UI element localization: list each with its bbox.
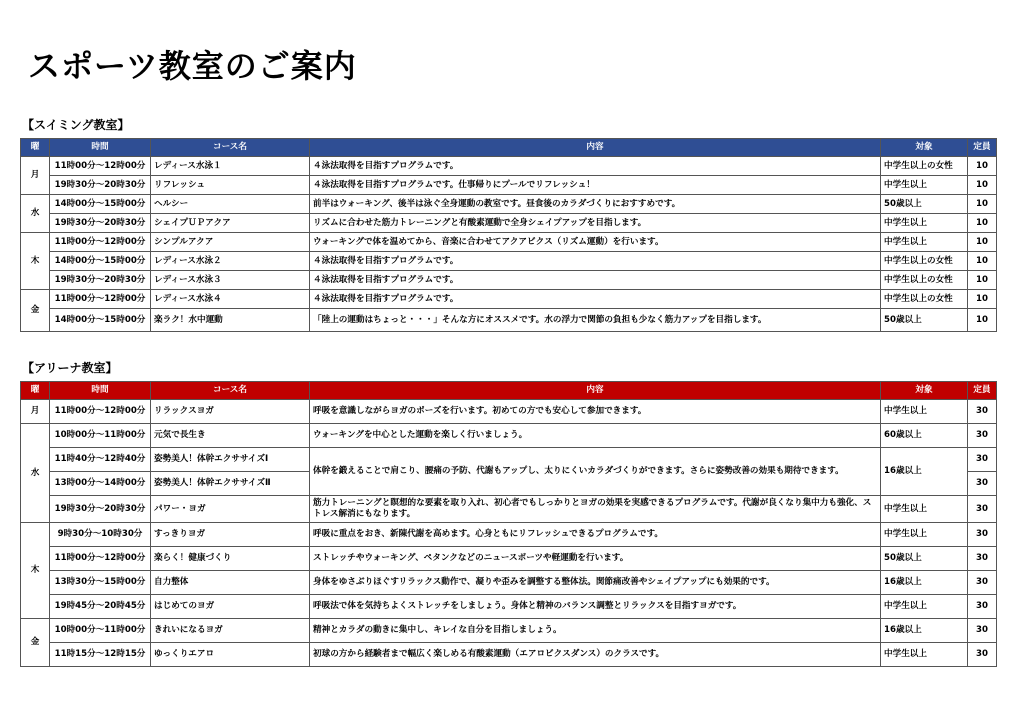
target-cell: 16歳以上: [881, 571, 968, 595]
course-cell: リラックスヨガ: [151, 400, 310, 424]
time-cell: 14時00分～15時00分: [50, 252, 151, 271]
course-cell: レディース水泳３: [151, 271, 310, 290]
content-cell: ウォーキングを中心とした運動を楽しく行いましょう。: [310, 424, 881, 448]
course-cell: シェイプＵＰアクア: [151, 214, 310, 233]
swimming-schedule-table: [20, 138, 997, 332]
header-content: 内容: [310, 139, 881, 157]
table-row: [21, 157, 997, 176]
header-time: 時間: [50, 382, 151, 400]
content-cell: 「陸上の運動はちょっと・・・」そんな方にオススメです。水の浮力で関節の負担も少なく筋力アップを目指します。: [310, 309, 881, 332]
header-capacity: 定員: [968, 139, 997, 157]
target-cell: 中学生以上の女性: [881, 157, 968, 176]
capacity-cell: 10: [968, 252, 997, 271]
day-cell-monday: 月: [21, 157, 50, 195]
table-row: [21, 290, 997, 309]
header-target: 対象: [881, 139, 968, 157]
capacity-cell: 30: [968, 448, 997, 472]
time-cell: 11時00分～12時00分: [50, 400, 151, 424]
time-cell: 19時30分～20時30分: [50, 176, 151, 195]
course-cell: 楽ラク！水中運動: [151, 309, 310, 332]
table-row: [21, 176, 997, 195]
header-course: コース名: [151, 139, 310, 157]
swimming-section-title: 【スイミング教室】: [22, 118, 130, 132]
capacity-cell: 30: [968, 472, 997, 496]
content-cell: 筋力トレーニングと瞑想的な要素を取り入れ、初心者でもしっかりとヨガの効果を実感できるプログラムです。代謝が良くなり集中力も強化、ストレス解消にもなります。: [310, 496, 881, 523]
target-cell: 16歳以上: [881, 448, 968, 496]
course-cell: シンプルアクア: [151, 233, 310, 252]
time-cell: 11時00分～12時00分: [50, 233, 151, 252]
header-time: 時間: [50, 139, 151, 157]
table-row: [21, 214, 997, 233]
target-cell: 中学生以上: [881, 595, 968, 619]
content-cell: 呼吸を意識しながらヨガのポーズを行います。初めての方でも安心して参加できます。: [310, 400, 881, 424]
header-day: 曜: [21, 382, 50, 400]
time-cell: 11時00分～12時00分: [50, 547, 151, 571]
day-cell-friday: 金: [21, 290, 50, 332]
target-cell: 中学生以上: [881, 643, 968, 667]
table-row: [21, 424, 997, 448]
target-cell: 50歳以上: [881, 309, 968, 332]
target-cell: 中学生以上: [881, 233, 968, 252]
content-cell: 初球の方から経験者まで幅広く楽しめる有酸素運動（エアロビクスダンス）のクラスです。: [310, 643, 881, 667]
day-cell-thursday: 木: [21, 233, 50, 290]
table-row: [21, 271, 997, 290]
course-cell: 姿勢美人！体幹エクササイズⅠ: [151, 448, 310, 472]
table-header-row: [21, 382, 997, 400]
time-cell: 13時30分～15時00分: [50, 571, 151, 595]
header-target: 対象: [881, 382, 968, 400]
time-cell: 9時30分～10時30分: [50, 523, 151, 547]
header-capacity: 定員: [968, 382, 997, 400]
target-cell: 中学生以上: [881, 176, 968, 195]
content-cell: リズムに合わせた筋力トレーニングと有酸素運動で全身シェイプアップを目指します。: [310, 214, 881, 233]
capacity-cell: 30: [968, 424, 997, 448]
course-cell: レディース水泳２: [151, 252, 310, 271]
table-row: [21, 523, 997, 547]
table-row: [21, 571, 997, 595]
content-cell: ４泳法取得を目指すプログラムです。: [310, 157, 881, 176]
target-cell: 50歳以上: [881, 195, 968, 214]
course-cell: きれいになるヨガ: [151, 619, 310, 643]
day-cell-wednesday: 水: [21, 424, 50, 523]
target-cell: 中学生以上: [881, 523, 968, 547]
content-cell: ウォーキングで体を温めてから、音楽に合わせてアクアビクス（リズム運動）を行います。: [310, 233, 881, 252]
table-row: [21, 195, 997, 214]
target-cell: 60歳以上: [881, 424, 968, 448]
course-cell: レディース水泳４: [151, 290, 310, 309]
table-row: [21, 252, 997, 271]
content-cell: ストレッチやウォーキング、ペタンクなどのニュースポーツや軽運動を行います。: [310, 547, 881, 571]
table-row: [21, 233, 997, 252]
day-cell-friday: 金: [21, 619, 50, 667]
time-cell: 14時00分～15時00分: [50, 309, 151, 332]
capacity-cell: 30: [968, 523, 997, 547]
time-cell: 11時00分～12時00分: [50, 290, 151, 309]
course-cell: パワー・ヨガ: [151, 496, 310, 523]
course-cell: 姿勢美人！体幹エクササイズⅡ: [151, 472, 310, 496]
header-course: コース名: [151, 382, 310, 400]
course-cell: ゆっくりエアロ: [151, 643, 310, 667]
target-cell: 中学生以上: [881, 496, 968, 523]
arena-schedule-table: [20, 381, 997, 667]
table-row: [21, 595, 997, 619]
capacity-cell: 10: [968, 214, 997, 233]
target-cell: 中学生以上: [881, 400, 968, 424]
course-cell: すっきりヨガ: [151, 523, 310, 547]
target-cell: 16歳以上: [881, 619, 968, 643]
course-cell: 楽らく！健康づくり: [151, 547, 310, 571]
capacity-cell: 30: [968, 595, 997, 619]
capacity-cell: 10: [968, 233, 997, 252]
capacity-cell: 10: [968, 290, 997, 309]
course-cell: レディース水泳１: [151, 157, 310, 176]
day-cell-thursday: 木: [21, 523, 50, 619]
table-row: [21, 496, 997, 523]
target-cell: 中学生以上の女性: [881, 271, 968, 290]
time-cell: 10時00分～11時00分: [50, 424, 151, 448]
course-cell: はじめてのヨガ: [151, 595, 310, 619]
time-cell: 14時00分～15時00分: [50, 195, 151, 214]
capacity-cell: 10: [968, 157, 997, 176]
table-row: [21, 448, 997, 472]
table-row: [21, 619, 997, 643]
content-cell: ４泳法取得を目指すプログラムです。: [310, 252, 881, 271]
capacity-cell: 30: [968, 496, 997, 523]
header-content: 内容: [310, 382, 881, 400]
content-cell: 精神とカラダの動きに集中し、キレイな自分を目指しましょう。: [310, 619, 881, 643]
day-cell-monday: 月: [21, 400, 50, 424]
time-cell: 19時30分～20時30分: [50, 496, 151, 523]
capacity-cell: 10: [968, 195, 997, 214]
time-cell: 19時30分～20時30分: [50, 214, 151, 233]
capacity-cell: 10: [968, 176, 997, 195]
time-cell: 19時45分～20時45分: [50, 595, 151, 619]
time-cell: 11時15分～12時15分: [50, 643, 151, 667]
course-cell: 元気で長生き: [151, 424, 310, 448]
time-cell: 19時30分～20時30分: [50, 271, 151, 290]
table-row: [21, 400, 997, 424]
content-cell: 前半はウォーキング、後半は泳ぐ全身運動の教室です。昼食後のカラダづくりにおすすめです。: [310, 195, 881, 214]
target-cell: 中学生以上の女性: [881, 252, 968, 271]
target-cell: 中学生以上の女性: [881, 290, 968, 309]
capacity-cell: 30: [968, 619, 997, 643]
content-cell: 呼吸法で体を気持ちよくストレッチをしましょう。身体と精神のバランス調整とリラックスを目指すヨガです。: [310, 595, 881, 619]
table-header-row: [21, 139, 997, 157]
capacity-cell: 30: [968, 400, 997, 424]
capacity-cell: 10: [968, 309, 997, 332]
content-cell: 身体をゆさぶりほぐすリラックス動作で、凝りや歪みを調整する整体法。関節痛改善やシェイプアップにも効果的です。: [310, 571, 881, 595]
arena-section-title: 【アリーナ教室】: [22, 361, 118, 375]
target-cell: 中学生以上: [881, 214, 968, 233]
capacity-cell: 30: [968, 571, 997, 595]
content-cell: ４泳法取得を目指すプログラムです。仕事帰りにプールでリフレッシュ！: [310, 176, 881, 195]
content-cell: ４泳法取得を目指すプログラムです。: [310, 271, 881, 290]
time-cell: 13時00分～14時00分: [50, 472, 151, 496]
header-day: 曜: [21, 139, 50, 157]
time-cell: 11時00分～12時00分: [50, 157, 151, 176]
capacity-cell: 10: [968, 271, 997, 290]
course-cell: リフレッシュ: [151, 176, 310, 195]
course-cell: ヘルシー: [151, 195, 310, 214]
time-cell: 11時40分～12時40分: [50, 448, 151, 472]
target-cell: 50歳以上: [881, 547, 968, 571]
content-cell: 体幹を鍛えることで肩こり、腰痛の予防、代謝もアップし、太りにくいカラダづくりができます。さらに姿勢改善の効果も期待できます。: [310, 448, 881, 496]
capacity-cell: 30: [968, 643, 997, 667]
page-title: スポーツ教室のご案内: [28, 47, 357, 85]
content-cell: 呼吸に重点をおき、新陳代謝を高めます。心身ともにリフレッシュできるプログラムです。: [310, 523, 881, 547]
table-row: [21, 547, 997, 571]
time-cell: 10時00分～11時00分: [50, 619, 151, 643]
table-row: [21, 643, 997, 667]
capacity-cell: 30: [968, 547, 997, 571]
content-cell: ４泳法取得を目指すプログラムです。: [310, 290, 881, 309]
day-cell-wednesday: 水: [21, 195, 50, 233]
course-cell: 自力整体: [151, 571, 310, 595]
table-row: [21, 309, 997, 332]
